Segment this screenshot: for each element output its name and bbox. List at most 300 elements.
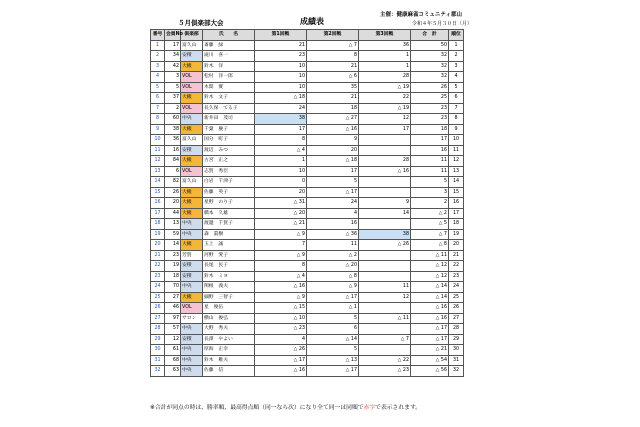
row-number-cell: 31: [151, 355, 165, 366]
round3-score-cell: [359, 177, 411, 188]
round1-score-cell: △ 16: [255, 366, 307, 377]
rank-cell: 28: [449, 324, 464, 335]
member-no-cell: 42: [165, 61, 181, 72]
club-cell: VOL: [181, 303, 203, 314]
rank-cell: 10: [449, 135, 464, 146]
member-no-cell: 36: [165, 135, 181, 146]
table-row: [151, 355, 464, 366]
total-score-cell: △ 54: [411, 355, 449, 366]
row-number-cell: 13: [151, 166, 165, 177]
member-no-cell: 12: [165, 334, 181, 345]
player-name-cell: 大野 秀夫: [203, 324, 255, 335]
round1-score-cell: △ 31: [255, 198, 307, 209]
member-no-cell: 82: [165, 177, 181, 188]
sheet-title: 成績表: [300, 17, 324, 26]
round3-score-cell: △ 16: [359, 166, 411, 177]
round2-score-cell: △ 17: [307, 366, 359, 377]
row-number-cell: 27: [151, 313, 165, 324]
round2-score-cell: △ 27: [307, 114, 359, 125]
round1-score-cell: △ 21: [255, 219, 307, 230]
round3-score-cell: △ 23: [359, 366, 411, 377]
round2-score-cell: △ 13: [307, 355, 359, 366]
round2-score-cell: 5: [307, 177, 359, 188]
round3-score-cell: 36: [359, 40, 411, 51]
round2-score-cell: 21: [307, 61, 359, 72]
player-name-cell: 滝川 喜一: [203, 51, 255, 62]
col-header-member: 会員No: [165, 30, 181, 41]
round1-score-cell: 4: [255, 334, 307, 345]
round2-score-cell: 24: [307, 198, 359, 209]
total-score-cell: 2: [411, 198, 449, 209]
total-score-cell: △ 21: [411, 345, 449, 356]
club-cell: VOL: [181, 82, 203, 93]
table-row: [151, 82, 464, 93]
club-cell: 中央: [181, 324, 203, 335]
table-row: [151, 313, 464, 324]
round3-score-cell: [359, 135, 411, 146]
round3-score-cell: 28: [359, 72, 411, 83]
round1-score-cell: △ 23: [255, 324, 307, 335]
rank-cell: 24: [449, 282, 464, 293]
row-number-cell: 17: [151, 208, 165, 219]
total-score-cell: △ 16: [411, 303, 449, 314]
member-no-cell: 59: [165, 229, 181, 240]
member-no-cell: 18: [165, 271, 181, 282]
member-no-cell: 84: [165, 156, 181, 167]
total-score-cell: 32: [411, 72, 449, 83]
total-score-cell: △ 56: [411, 366, 449, 377]
round2-score-cell: △ 7: [307, 40, 359, 51]
row-number-cell: 23: [151, 271, 165, 282]
member-no-cell: 57: [165, 324, 181, 335]
round1-score-cell: 38: [255, 114, 307, 125]
club-cell: 大槻: [181, 93, 203, 104]
rank-cell: 25: [449, 292, 464, 303]
round2-score-cell: 17: [307, 166, 359, 177]
col-header-name: 氏 名: [203, 30, 255, 41]
round3-score-cell: 17: [359, 124, 411, 135]
round2-score-cell: 35: [307, 82, 359, 93]
club-cell: 中央: [181, 219, 203, 230]
rank-cell: 16: [449, 198, 464, 209]
rank-cell: 30: [449, 345, 464, 356]
total-score-cell: △ 14: [411, 282, 449, 293]
round3-score-cell: [359, 303, 411, 314]
rank-cell: 12: [449, 156, 464, 167]
total-score-cell: △ 7: [411, 229, 449, 240]
row-number-cell: 8: [151, 114, 165, 125]
round3-score-cell: 28: [359, 156, 411, 167]
rank-cell: 9: [449, 124, 464, 135]
col-header-total: 合 計: [411, 30, 449, 41]
footnote-text-end: で表示されます。: [375, 405, 422, 411]
member-no-cell: 38: [165, 124, 181, 135]
row-number-cell: 22: [151, 261, 165, 272]
player-name-cell: 横山 俊弘: [203, 313, 255, 324]
rank-cell: 21: [449, 250, 464, 261]
rank-cell: 2: [449, 51, 464, 62]
round1-score-cell: 8: [255, 135, 307, 146]
table-row: [151, 324, 464, 335]
rank-cell: 29: [449, 334, 464, 345]
total-score-cell: △ 14: [411, 292, 449, 303]
table-row: [151, 156, 464, 167]
total-score-cell: 11: [411, 156, 449, 167]
round2-score-cell: 5: [307, 345, 359, 356]
row-number-cell: 20: [151, 240, 165, 251]
table-row: [151, 124, 464, 135]
round2-score-cell: △ 2: [307, 250, 359, 261]
total-score-cell: △ 11: [411, 250, 449, 261]
round1-score-cell: 0: [255, 177, 307, 188]
rank-cell: 26: [449, 303, 464, 314]
table-row: [151, 198, 464, 209]
round1-score-cell: 23: [255, 51, 307, 62]
round2-score-cell: 5: [307, 313, 359, 324]
row-number-cell: 12: [151, 156, 165, 167]
row-number-cell: 26: [151, 303, 165, 314]
player-name-cell: 古宮 正之: [203, 156, 255, 167]
club-cell: 大槻: [181, 208, 203, 219]
player-name-cell: 渡邊 千賀子: [203, 219, 255, 230]
member-no-cell: 61: [165, 345, 181, 356]
club-cell: 大槻: [181, 61, 203, 72]
rank-cell: 22: [449, 261, 464, 272]
round1-score-cell: 21: [255, 40, 307, 51]
member-no-cell: 60: [165, 114, 181, 125]
rank-cell: 5: [449, 82, 464, 93]
table-row: [151, 303, 464, 314]
round3-score-cell: [359, 261, 411, 272]
row-number-cell: 19: [151, 229, 165, 240]
member-no-cell: 14: [165, 240, 181, 251]
table-row: [151, 366, 464, 377]
round2-score-cell: △ 1: [307, 303, 359, 314]
round3-score-cell: △ 11: [359, 313, 411, 324]
round1-score-cell: △ 20: [255, 208, 307, 219]
player-name-cell: 国分 町子: [203, 135, 255, 146]
round1-score-cell: 10: [255, 166, 307, 177]
row-number-cell: 18: [151, 219, 165, 230]
row-number-cell: 25: [151, 292, 165, 303]
member-no-cell: 37: [165, 93, 181, 104]
club-cell: 富久山: [181, 177, 203, 188]
round1-score-cell: △ 9: [255, 250, 307, 261]
total-score-cell: 26: [411, 82, 449, 93]
total-score-cell: 18: [411, 124, 449, 135]
row-number-cell: 32: [151, 366, 165, 377]
player-name-cell: 星 俊伍: [203, 303, 255, 314]
player-name-cell: 木間 實: [203, 82, 255, 93]
round2-score-cell: 20: [307, 145, 359, 156]
round3-score-cell: [359, 271, 411, 282]
table-row: [151, 292, 464, 303]
round1-score-cell: 10: [255, 82, 307, 93]
member-no-cell: 16: [165, 145, 181, 156]
rank-cell: 6: [449, 93, 464, 104]
event-title: ５月倶楽部大会: [178, 19, 224, 27]
round2-score-cell: △ 14: [307, 334, 359, 345]
row-number-cell: 6: [151, 93, 165, 104]
round3-score-cell: [359, 219, 411, 230]
player-name-cell: 新井田 茂司: [203, 114, 255, 125]
col-header-round1: 第1回戦: [255, 30, 307, 41]
round3-score-cell: 9: [359, 198, 411, 209]
rank-cell: 31: [449, 355, 464, 366]
member-no-cell: 34: [165, 51, 181, 62]
table-row: [151, 187, 464, 198]
club-cell: 安積: [181, 261, 203, 272]
col-header-club: 倶楽部: [181, 30, 203, 41]
round2-score-cell: △ 16: [307, 124, 359, 135]
round1-score-cell: △ 9: [255, 229, 307, 240]
member-no-cell: 26: [165, 187, 181, 198]
player-name-cell: 鈴木 文子: [203, 93, 255, 104]
player-name-cell: 細野 三智子: [203, 292, 255, 303]
round3-score-cell: △ 7: [359, 334, 411, 345]
row-number-cell: 10: [151, 135, 165, 146]
rank-cell: 3: [449, 61, 464, 72]
player-name-cell: 長尾 民子: [203, 261, 255, 272]
member-no-cell: 2: [165, 103, 181, 114]
player-name-cell: 河野 愛子: [203, 250, 255, 261]
member-no-cell: 20: [165, 198, 181, 209]
round3-score-cell: [359, 250, 411, 261]
total-score-cell: 17: [411, 135, 449, 146]
round3-score-cell: 14: [359, 208, 411, 219]
member-no-cell: 17: [165, 40, 181, 51]
row-number-cell: 24: [151, 282, 165, 293]
table-row: [151, 166, 464, 177]
member-no-cell: 63: [165, 366, 181, 377]
club-cell: VOL: [181, 103, 203, 114]
player-name-cell: 鈴木 ミヨ: [203, 271, 255, 282]
total-score-cell: 23: [411, 114, 449, 125]
total-score-cell: 32: [411, 51, 449, 62]
club-cell: サロン: [181, 313, 203, 324]
row-number-cell: 2: [151, 51, 165, 62]
club-cell: 安積: [181, 51, 203, 62]
member-no-cell: 44: [165, 208, 181, 219]
table-row: [151, 145, 464, 156]
table-row: [151, 282, 464, 293]
rank-cell: 11: [449, 145, 464, 156]
round1-score-cell: 24: [255, 103, 307, 114]
player-name-cell: 白岩 千津子: [203, 177, 255, 188]
round2-score-cell: 18: [307, 103, 359, 114]
col-header-round3: 第3回戦: [359, 30, 411, 41]
rank-cell: 32: [449, 366, 464, 377]
round1-score-cell: △ 9: [255, 292, 307, 303]
table-row: [151, 229, 464, 240]
rank-cell: 4: [449, 72, 464, 83]
player-name-cell: 佐藤 英子: [203, 187, 255, 198]
rank-cell: 18: [449, 219, 464, 230]
player-name-cell: 鈴木 稚夫: [203, 355, 255, 366]
col-header-number: 番号: [151, 30, 165, 41]
table-row: [151, 135, 464, 146]
member-no-cell: 5: [165, 82, 181, 93]
member-no-cell: 19: [165, 261, 181, 272]
member-no-cell: 6: [165, 166, 181, 177]
footnote-text: ※合計が同点の時は、勝率順、最高得点順（同一なら次）になり全て同一は同順で: [150, 405, 364, 411]
table-row: [151, 271, 464, 282]
table-row: [151, 93, 464, 104]
round2-score-cell: △ 9: [307, 282, 359, 293]
round2-score-cell: △ 8: [307, 271, 359, 282]
round3-score-cell: △ 22: [359, 355, 411, 366]
table-row: [151, 240, 464, 251]
player-name-cell: 関根 義夫: [203, 282, 255, 293]
round2-score-cell: △ 20: [307, 261, 359, 272]
member-no-cell: 3: [165, 72, 181, 83]
club-cell: 大槻: [181, 187, 203, 198]
round1-score-cell: △ 10: [255, 313, 307, 324]
member-no-cell: 27: [165, 292, 181, 303]
round3-score-cell: △ 19: [359, 103, 411, 114]
table-row: [151, 114, 464, 125]
row-number-cell: 21: [151, 250, 165, 261]
table-row: [151, 40, 464, 51]
col-header-rank: 順位: [449, 30, 464, 41]
club-cell: VOL: [181, 72, 203, 83]
round3-score-cell: [359, 324, 411, 335]
player-name-cell: 長久保 てる子: [203, 103, 255, 114]
club-cell: 大槻: [181, 240, 203, 251]
total-score-cell: 3: [411, 187, 449, 198]
table-row: [151, 72, 464, 83]
total-score-cell: 5: [411, 177, 449, 188]
round2-score-cell: △ 18: [307, 156, 359, 167]
round3-score-cell: [359, 345, 411, 356]
rank-cell: 15: [449, 187, 464, 198]
player-name-cell: 斎藤 緑: [203, 40, 255, 51]
table-row: [151, 208, 464, 219]
player-name-cell: 佐藤 信: [203, 366, 255, 377]
row-number-cell: 1: [151, 40, 165, 51]
total-score-cell: 25: [411, 93, 449, 104]
round1-score-cell: △ 16: [255, 282, 307, 293]
row-number-cell: 14: [151, 177, 165, 188]
round3-score-cell: △ 19: [359, 82, 411, 93]
total-score-cell: △ 12: [411, 261, 449, 272]
member-no-cell: 97: [165, 313, 181, 324]
total-score-cell: △ 5: [411, 219, 449, 230]
total-score-cell: 23: [411, 103, 449, 114]
round1-score-cell: 17: [255, 124, 307, 135]
round3-score-cell: 38: [359, 229, 411, 240]
round3-score-cell: △ 26: [359, 240, 411, 251]
table-row: [151, 345, 464, 356]
table-row: [151, 51, 464, 62]
player-name-cell: 玉上 誠: [203, 240, 255, 251]
total-score-cell: △ 17: [411, 324, 449, 335]
player-name-cell: 渡辺 みつ: [203, 145, 255, 156]
rank-cell: 20: [449, 240, 464, 251]
table-row: [151, 250, 464, 261]
round2-score-cell: △ 17: [307, 187, 359, 198]
player-name-cell: 長澤 やよい: [203, 334, 255, 345]
round3-score-cell: [359, 187, 411, 198]
results-table: [150, 29, 464, 377]
round1-score-cell: 1: [255, 156, 307, 167]
club-cell: 中央: [181, 355, 203, 366]
club-cell: 安積: [181, 334, 203, 345]
round2-score-cell: 21: [307, 93, 359, 104]
player-name-cell: 鈴木 洋: [203, 61, 255, 72]
club-cell: 大槻: [181, 198, 203, 209]
total-score-cell: 11: [411, 166, 449, 177]
row-number-cell: 30: [151, 345, 165, 356]
round1-score-cell: △ 18: [255, 93, 307, 104]
round3-score-cell: 12: [359, 114, 411, 125]
club-cell: VOL: [181, 166, 203, 177]
round3-score-cell: [359, 145, 411, 156]
member-no-cell: 70: [165, 282, 181, 293]
round2-score-cell: 8: [307, 51, 359, 62]
round2-score-cell: 9: [307, 135, 359, 146]
footnote-red-text: 赤字: [363, 405, 376, 411]
player-name-cell: 志賀 秀臣: [203, 166, 255, 177]
total-score-cell: 32: [411, 61, 449, 72]
rank-cell: 8: [449, 114, 464, 125]
club-cell: 富久山: [181, 40, 203, 51]
rank-cell: 1: [449, 40, 464, 51]
footnote: [150, 402, 421, 411]
player-name-cell: 厚海 正幸: [203, 345, 255, 356]
club-cell: 大槻: [181, 292, 203, 303]
row-number-cell: 28: [151, 324, 165, 335]
club-cell: 中央: [181, 366, 203, 377]
total-score-cell: △ 17: [411, 334, 449, 345]
round1-score-cell: 7: [255, 240, 307, 251]
player-name-cell: 星野 のり子: [203, 198, 255, 209]
row-number-cell: 7: [151, 103, 165, 114]
total-score-cell: △ 2: [411, 208, 449, 219]
total-score-cell: 16: [411, 145, 449, 156]
member-no-cell: 68: [165, 355, 181, 366]
player-name-cell: 橋本 久雄: [203, 208, 255, 219]
rank-cell: 14: [449, 177, 464, 188]
row-number-cell: 16: [151, 198, 165, 209]
club-cell: 芳賀: [181, 250, 203, 261]
table-row: [151, 61, 464, 72]
round1-score-cell: △ 4: [255, 145, 307, 156]
total-score-cell: 50: [411, 40, 449, 51]
total-score-cell: △ 8: [411, 240, 449, 251]
row-number-cell: 3: [151, 61, 165, 72]
round3-score-cell: 12: [359, 292, 411, 303]
club-cell: 安積: [181, 271, 203, 282]
round1-score-cell: △ 17: [255, 355, 307, 366]
club-cell: 大槻: [181, 156, 203, 167]
table-row: [151, 177, 464, 188]
round3-score-cell: 11: [359, 282, 411, 293]
round1-score-cell: 8: [255, 261, 307, 272]
member-no-cell: 46: [165, 303, 181, 314]
rank-cell: 19: [449, 229, 464, 240]
round3-score-cell: 1: [359, 61, 411, 72]
round2-score-cell: 6: [307, 324, 359, 335]
table-row: [151, 261, 464, 272]
rank-cell: 13: [449, 166, 464, 177]
member-no-cell: 23: [165, 250, 181, 261]
host-label: 主催：健康麻雀コミュニティ郡山: [380, 12, 462, 18]
round1-score-cell: 10: [255, 61, 307, 72]
total-score-cell: △ 16: [411, 313, 449, 324]
round3-score-cell: 22: [359, 93, 411, 104]
round1-score-cell: △ 26: [255, 345, 307, 356]
